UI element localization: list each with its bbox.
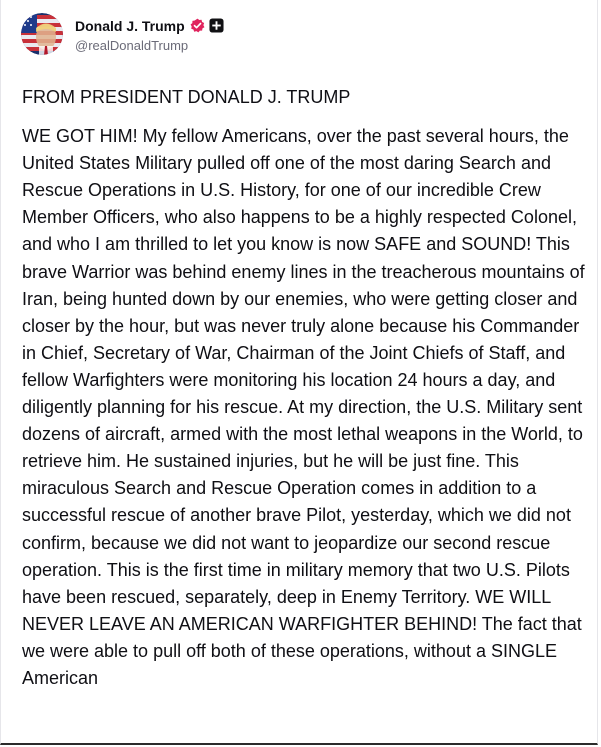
post-body: WE GOT HIM! My fellow Americans, over the past several hours, the United States Military pulled off one of the most daring Search and Rescue Operations in U.S. History, for one of our incredible Crew Member Officers, who also happens to be a highly respected Colonel, and who I am thrilled to let you know is now SAFE and SOUND! This brave Warrior was behind enemy lines in the treacherous mountains of Iran, being hunted down by our enemies, who were getting closer and closer by the hour, but was never truly alone because his Commander in Chief, Secretary of War, Chairman of the Joint Chiefs of Staff, and fellow Warfighters were monitoring his location 24 hours a day, and diligently planning for his rescue. At my direction, the U.S. Military sent dozens of aircraft, armed with the most lethal weapons in the World, to retrieve him. He sustained injuries, but he will be just fine. This miraculous Search and Rescue Operation comes in addition to a successful rescue of another brave Pilot, yesterday, which we did not confirm, because we did not want to jeopardize our second rescue operation. This is the first time in military memory that two U.S. Pilots have been rescued, separately, deep in Enemy Territory. WE WILL NEVER LEAVE AN AMERICAN WARFIGHTER BEHIND! The fact that we were able to pull off both of these operations, without a SINGLE American — [22, 126, 590, 688]
author-names — [75, 16, 224, 53]
post-header — [21, 12, 224, 56]
author-handle[interactable]: @realDonaldTrump — [75, 37, 189, 53]
display-name[interactable]: Donald J. Trump — [75, 17, 185, 34]
post-content — [22, 84, 590, 692]
avatar[interactable] — [21, 13, 63, 55]
avatar-image — [21, 13, 63, 55]
plus-square-icon — [209, 18, 224, 33]
verified-badge-icon — [190, 18, 205, 33]
name-row — [75, 16, 224, 36]
post-heading: FROM PRESIDENT DONALD J. TRUMP — [22, 87, 351, 107]
